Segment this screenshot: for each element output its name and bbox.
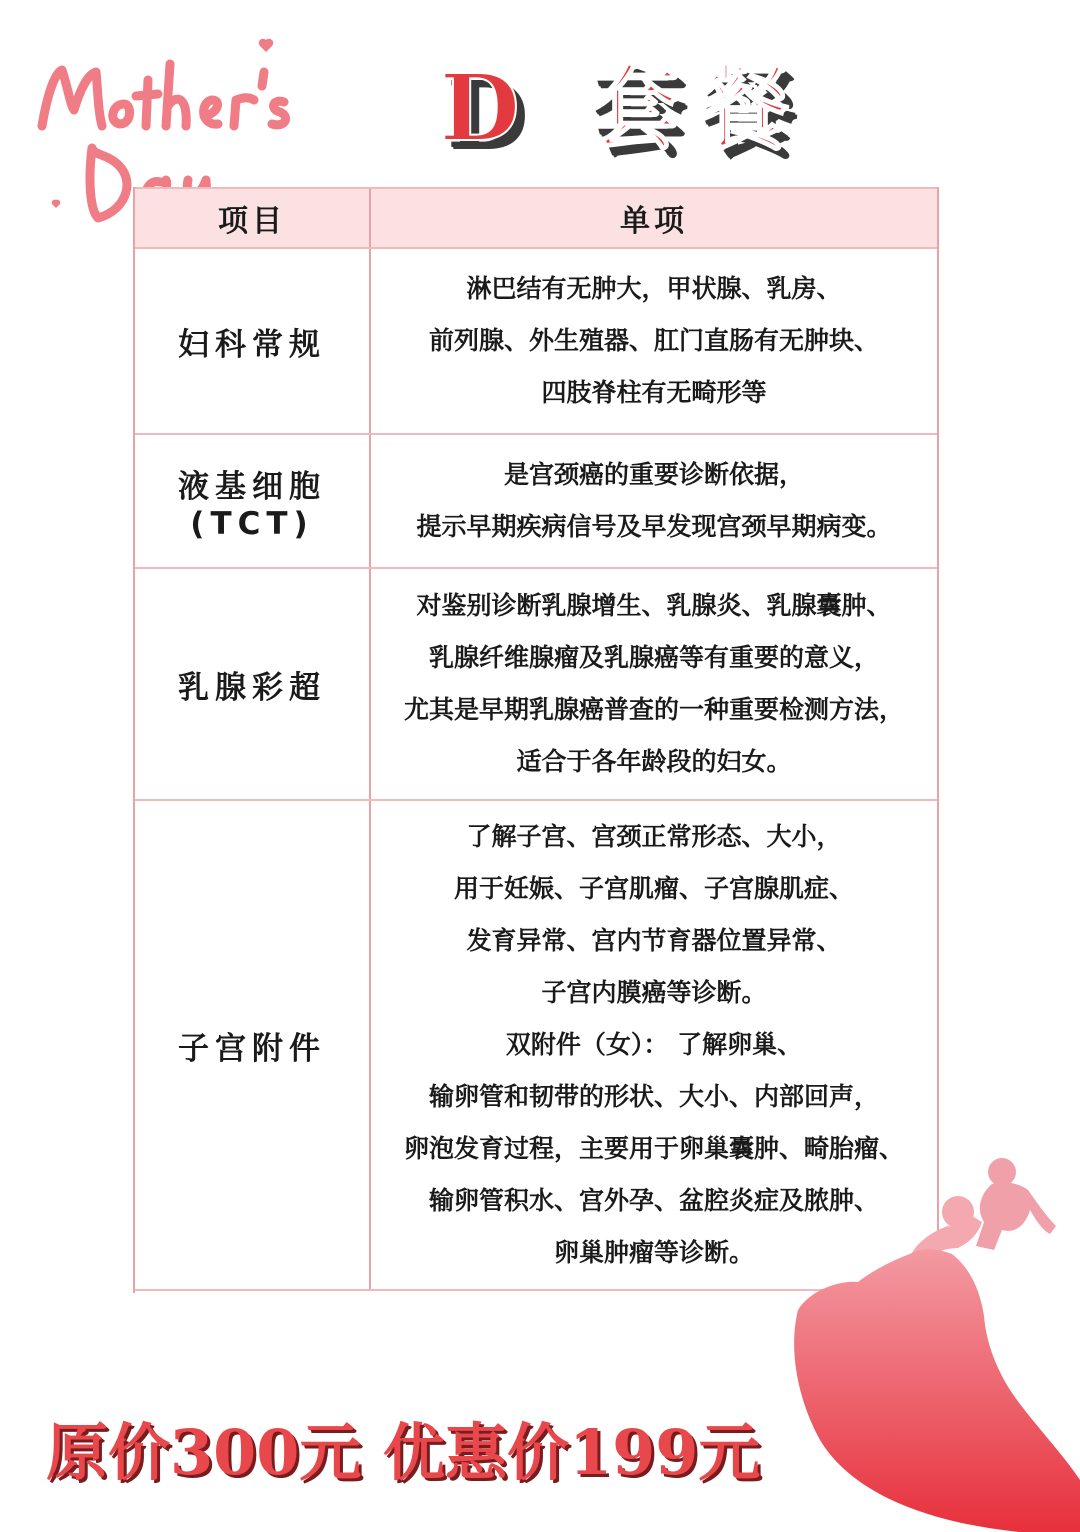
table-row: [135, 569, 937, 801]
detail-line: 前列腺、外生殖器、肛门直肠有无肿块、: [428, 326, 879, 355]
row-detail: [371, 569, 937, 799]
row-item-line: 液基细胞: [178, 468, 326, 505]
row-item: 乳腺彩超: [135, 569, 371, 799]
header-detail: 单项: [620, 204, 688, 239]
detail-line: 卵泡发育过程，主要用于卵巢囊肿、畸胎瘤、: [403, 1134, 904, 1163]
detail-line: 乳腺纤维腺瘤及乳腺癌等有重要的意义，: [428, 643, 879, 672]
row-item: [135, 435, 371, 567]
package-title: D 套餐: [440, 54, 808, 162]
row-detail: [371, 249, 937, 433]
detail-line: 适合于各年龄段的妇女。: [516, 747, 792, 776]
detail-line: 了解子宫、宫颈正常形态、大小，: [466, 822, 842, 851]
detail-line: 四肢脊柱有无畸形等: [541, 378, 767, 407]
table-row: [135, 249, 937, 435]
table-row: [135, 435, 937, 569]
package-table: [133, 187, 939, 1293]
detail-line: 提示早期疾病信号及早发现宫颈早期病变。: [416, 512, 892, 541]
detail-line: 子宫内膜癌等诊断。: [541, 978, 767, 1007]
detail-line: 输卵管和韧带的形状、大小、内部回声，: [428, 1082, 879, 1111]
detail-line: 双附件（女）： 了解卵巢、: [505, 1030, 803, 1059]
detail-line: 用于妊娠、子宫肌瘤、子宫腺肌症、: [453, 874, 854, 903]
detail-line: 卵巢肿瘤等诊断。: [553, 1238, 754, 1267]
detail-line: 是宫颈癌的重要诊断依据，: [503, 460, 804, 489]
row-item: 妇科常规: [135, 249, 371, 433]
detail-line: 发育异常、宫内节育器位置异常、: [466, 926, 842, 955]
detail-line: 淋巴结有无肿大，甲状腺、乳房、: [466, 274, 842, 303]
detail-line: 尤其是早期乳腺癌普查的一种重要检测方法，: [403, 695, 904, 724]
row-item: 子宫附件: [135, 801, 371, 1289]
header-item: 项目: [135, 189, 371, 247]
row-item-line: (TCT): [190, 505, 314, 542]
row-detail: [371, 435, 937, 567]
mother-child-silhouette: [780, 1150, 1080, 1532]
table-header-row: [135, 187, 937, 249]
detail-line: 输卵管积水、宫外孕、盆腔炎症及脓肿、: [428, 1186, 879, 1215]
detail-line: 对鉴别诊断乳腺增生、乳腺炎、乳腺囊肿、: [416, 591, 892, 620]
price-line: 原价300元 优惠价199元: [46, 1416, 761, 1489]
